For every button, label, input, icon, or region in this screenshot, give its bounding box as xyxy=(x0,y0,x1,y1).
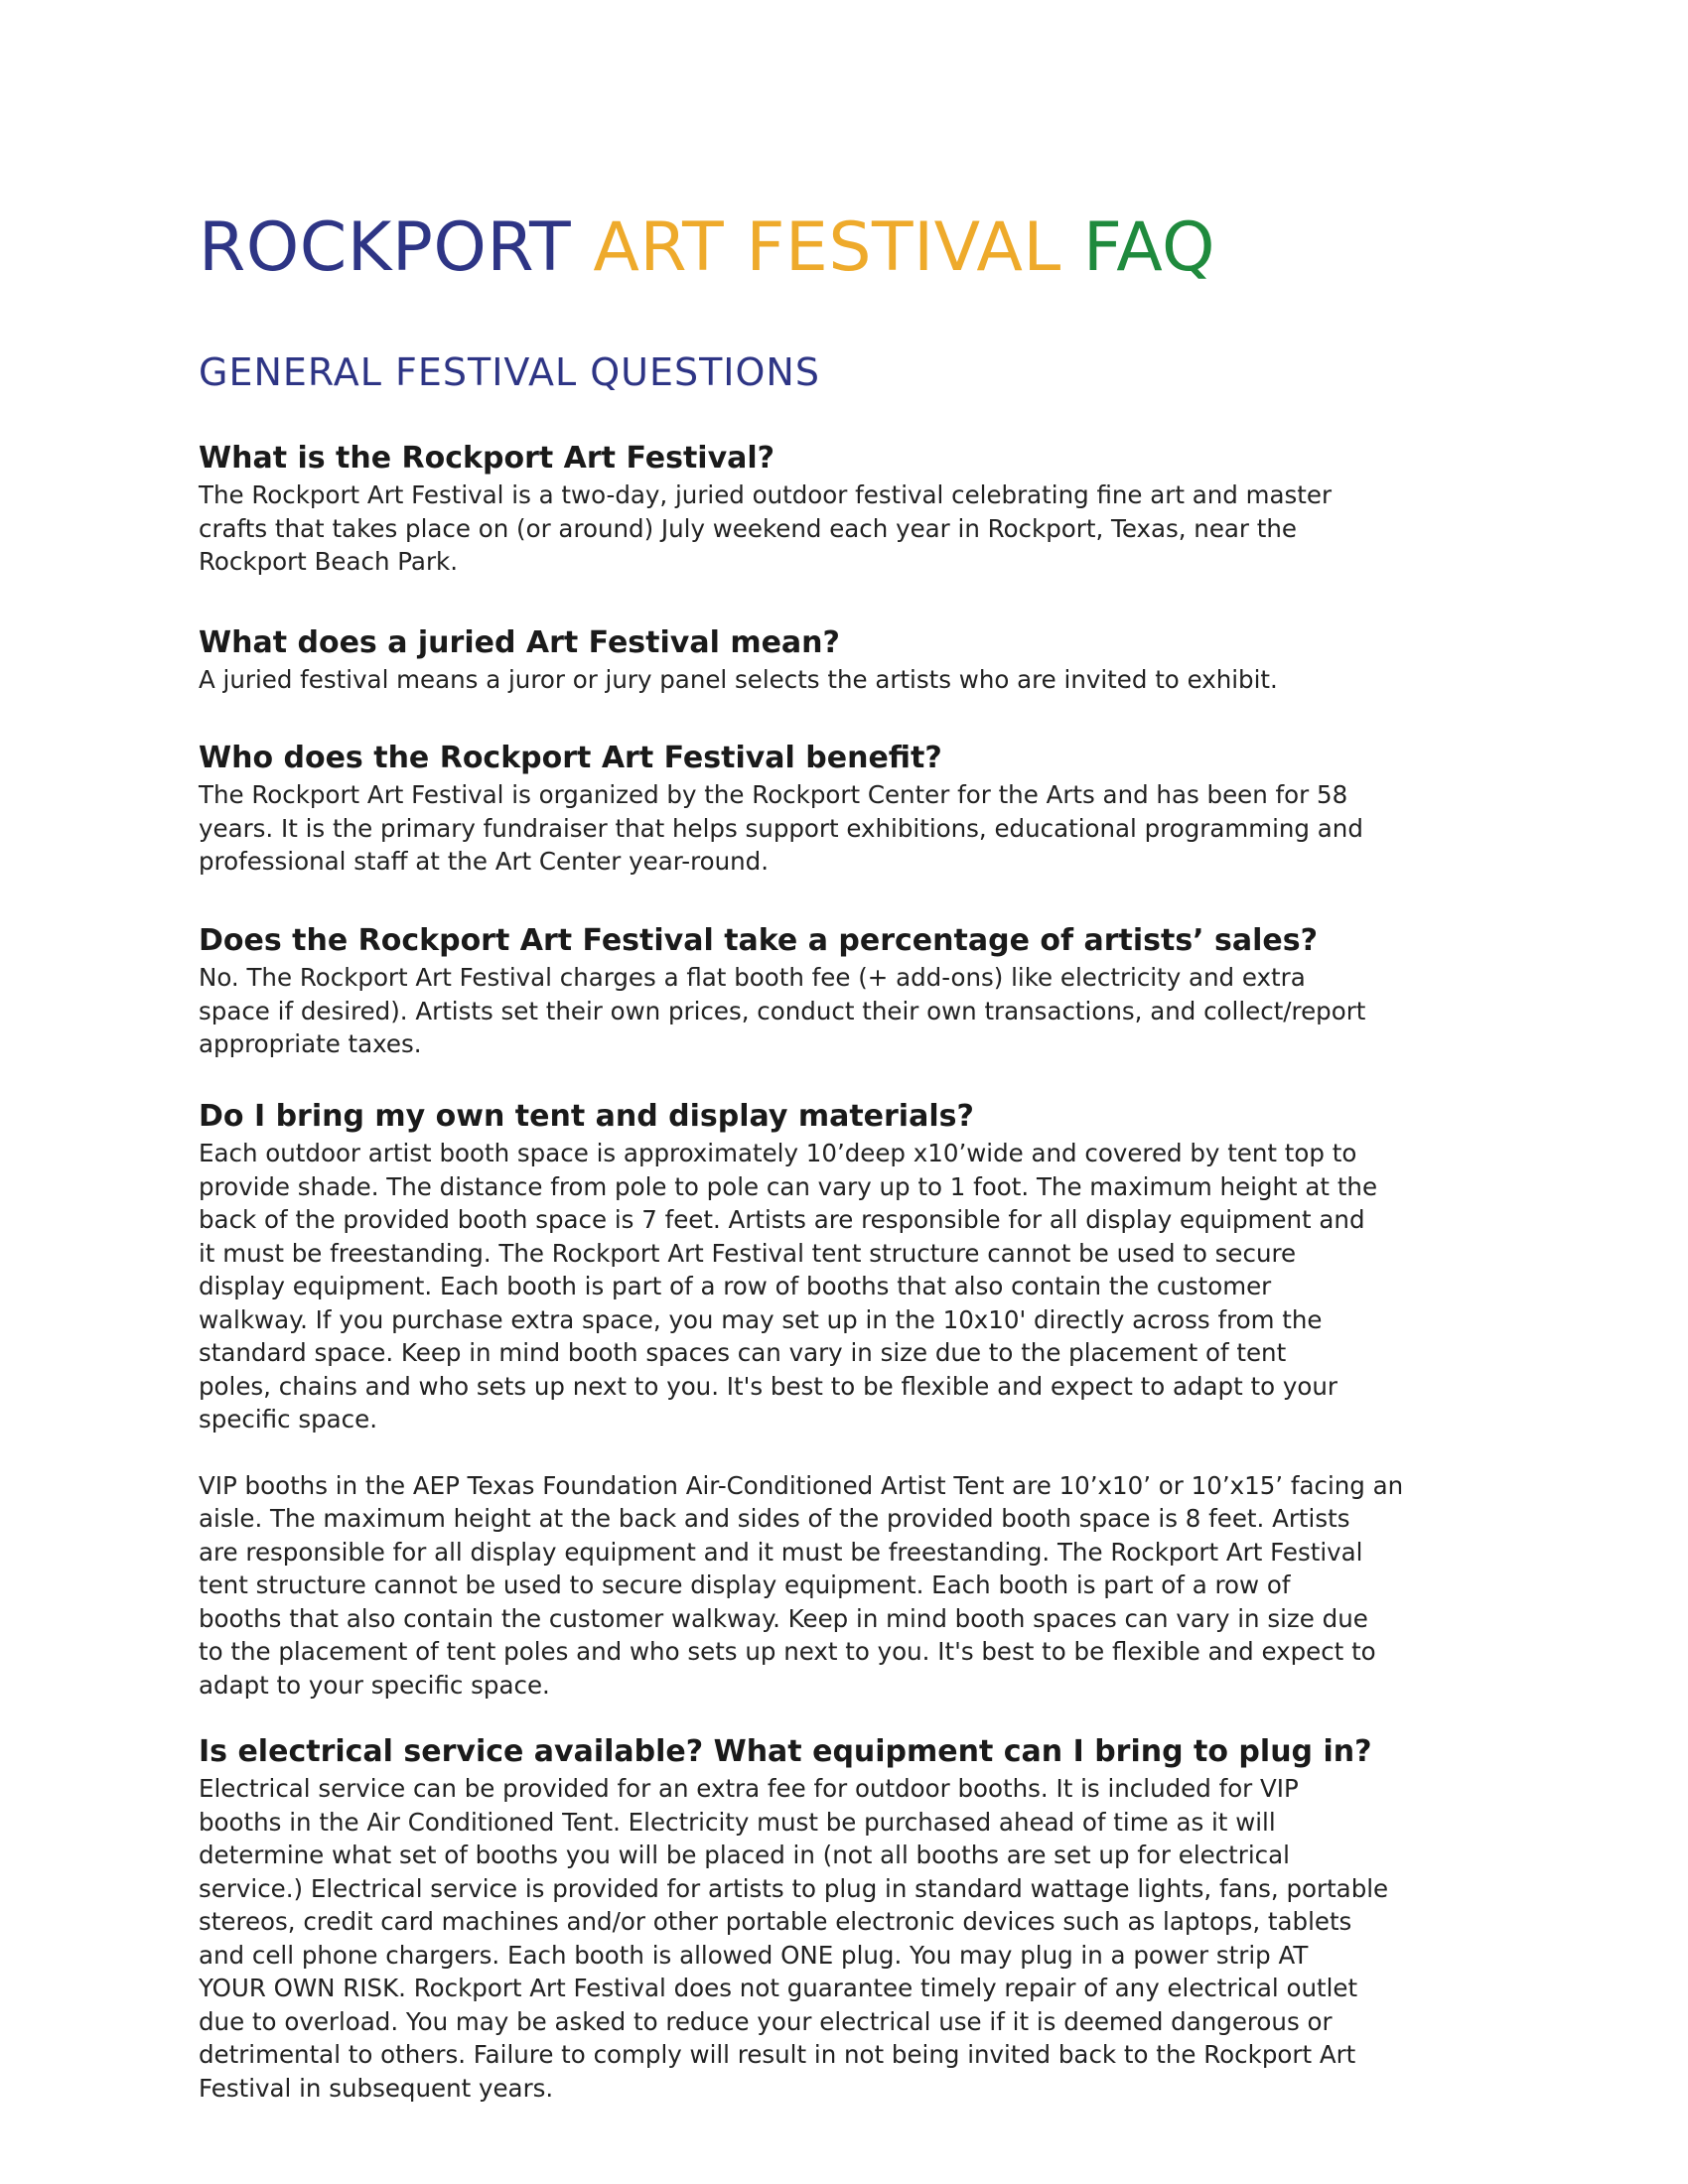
faq-answer: A juried festival means a juror or jury panel selects the artists who are invited to exhibit. xyxy=(199,665,1278,694)
faq-answer-outdoor: Each outdoor artist booth space is approximately 10’deep x10’wide and covered by tent top to provide shade. The distance from pole to pole can vary up to 1 foot. The maximum height at the back of the provided booth space is 7 feet. Artists are responsible for all display equipment and it must be freestanding. The Rockport Art Festival tent structure cannot be used to secure display equipment. Each booth is part of a row of booths that also contain the customer walkway. If you purchase extra space, you may set up in the 10x10' directly across from the standard space. Keep in mind booth spaces can vary in size due to the placement of tent poles, chains and who sets up next to you. It's best to be flexible and expect to adapt to your specific space. xyxy=(199,1139,1378,1433)
document-title xyxy=(199,204,1215,293)
faq-question: Who does the Rockport Art Festival benefit? xyxy=(199,741,942,775)
faq-answer: The Rockport Art Festival is a two-day, juried outdoor festival celebrating fine art and master crafts that takes place on (or around) July weekend each year in Rockport, Texas, near the Rockport Beach Park. xyxy=(199,480,1333,576)
faq-question: Is electrical service available? What equipment can I bring to plug in? xyxy=(199,1734,1372,1769)
title-part-faq: FAQ xyxy=(1082,208,1216,287)
faq-question: What is the Rockport Art Festival? xyxy=(199,441,775,476)
faq-answer: Electrical service can be provided for an extra fee for outdoor booths. It is included for VIP booths in the Air Conditioned Tent. Electricity must be purchased ahead of time as it will determine what set of booths you will be placed in (not all booths are set up for electrical service.) Electrical service is provided for artists to plug in standard wattage lights, fans, portable stereos, credit card machines and/or other portable electronic devices such as laptops, tablets and cell phone chargers. Each booth is allowed ONE plug. You may plug in a power strip AT YOUR OWN RISK. Rockport Art Festival does not guarantee timely repair of any electrical outlet due to overload. You may be asked to reduce your electrical use if it is deemed dangerous or detrimental to others. Failure to comply will result in not being invited back to the Rockport Art Festival in subsequent years. xyxy=(199,1774,1389,2103)
faq-answer-vip: VIP booths in the AEP Texas Foundation Air-Conditioned Artist Tent are 10’x10’ or 10’x15’ facing an aisle. The maximum height at the back and sides of the provided booth space is 8 feet. Artists are responsible for all display equipment and it must be freestanding. The Rockport Art Festival tent structure cannot be used to secure display equipment. Each booth is part of a row of booths that also contain the customer walkway. Keep in mind booth spaces can vary in size due to the placement of tent poles and who sets up next to you. It's best to be flexible and expect to adapt to your specific space. xyxy=(199,1470,1404,1700)
faq-item-percentage xyxy=(199,921,1489,1061)
faq-question: Does the Rockport Art Festival take a percentage of artists’ sales? xyxy=(199,923,1319,958)
title-part-art-festival: ART FESTIVAL xyxy=(593,208,1061,287)
faq-item-juried xyxy=(199,623,1489,697)
faq-question: What does a juried Art Festival mean? xyxy=(199,625,840,660)
section-heading: GENERAL FESTIVAL QUESTIONS xyxy=(199,350,820,394)
faq-item-what-is xyxy=(199,439,1489,579)
faq-question: Do I bring my own tent and display materials? xyxy=(199,1099,974,1134)
faq-item-electrical xyxy=(199,1732,1489,2105)
faq-answer: No. The Rockport Art Festival charges a flat booth fee (+ add-ons) like electricity and extra space if desired). Artists set their own prices, conduct their own transactions, and collect/report appropriate taxes. xyxy=(199,963,1366,1058)
faq-item-tent xyxy=(199,1097,1489,1702)
faq-answer: The Rockport Art Festival is organized by the Rockport Center for the Arts and has been for 58 years. It is the primary fundraiser that helps support exhibitions, educational programming and professional staff at the Art Center year-round. xyxy=(199,780,1363,876)
faq-item-benefit xyxy=(199,739,1489,879)
title-part-rockport: ROCKPORT xyxy=(199,208,572,287)
